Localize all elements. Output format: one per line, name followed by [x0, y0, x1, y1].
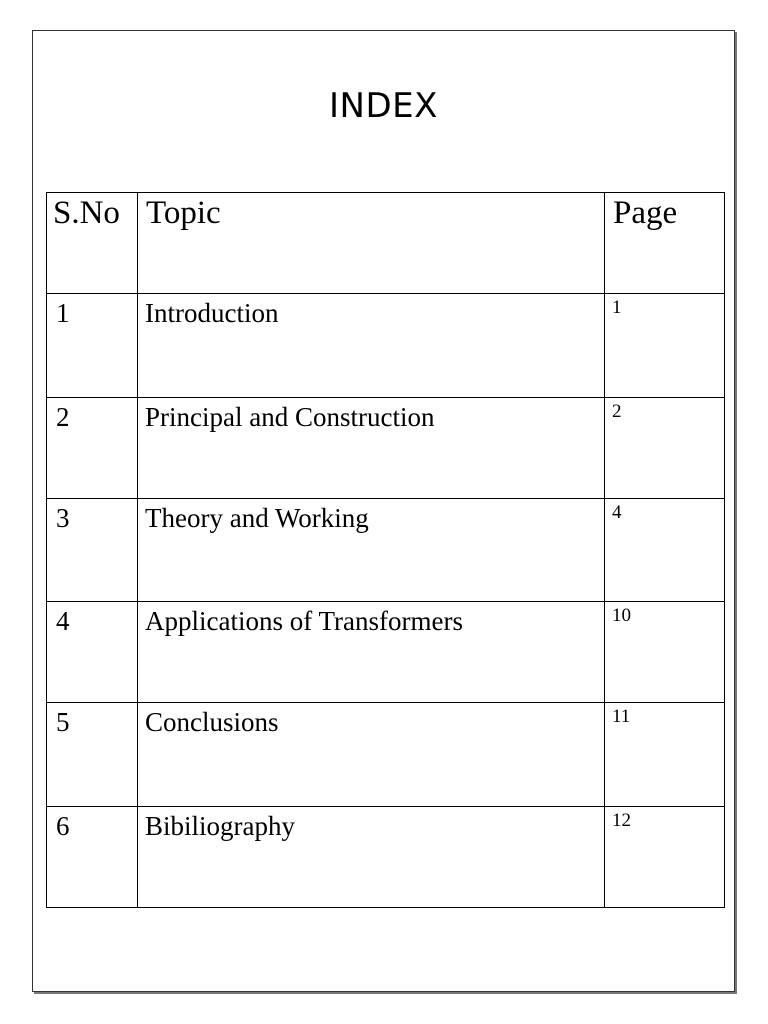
table-header-row — [47, 193, 725, 294]
page-title: INDEX — [329, 86, 438, 126]
header-topic: Topic — [138, 193, 605, 294]
table-row — [47, 807, 725, 908]
row-sno: 5 — [47, 703, 138, 807]
row-page: 11 — [605, 703, 725, 807]
table-row — [47, 398, 725, 499]
row-page: 1 — [605, 294, 725, 398]
table-row — [47, 602, 725, 703]
row-page: 2 — [605, 398, 725, 499]
header-sno: S.No — [47, 193, 138, 294]
row-sno: 2 — [47, 398, 138, 499]
row-topic: Conclusions — [138, 703, 605, 807]
row-page: 12 — [605, 807, 725, 908]
row-sno: 3 — [47, 499, 138, 602]
row-sno: 4 — [47, 602, 138, 703]
row-topic: Introduction — [138, 294, 605, 398]
header-page: Page — [605, 193, 725, 294]
row-sno: 1 — [47, 294, 138, 398]
row-topic: Bibiliography — [138, 807, 605, 908]
row-sno: 6 — [47, 807, 138, 908]
table-row — [47, 499, 725, 602]
table-row — [47, 703, 725, 807]
row-page: 10 — [605, 602, 725, 703]
index-table — [46, 192, 725, 908]
row-page: 4 — [605, 499, 725, 602]
row-topic: Theory and Working — [138, 499, 605, 602]
row-topic: Principal and Construction — [138, 398, 605, 499]
table-row — [47, 294, 725, 398]
row-topic: Applications of Transformers — [138, 602, 605, 703]
